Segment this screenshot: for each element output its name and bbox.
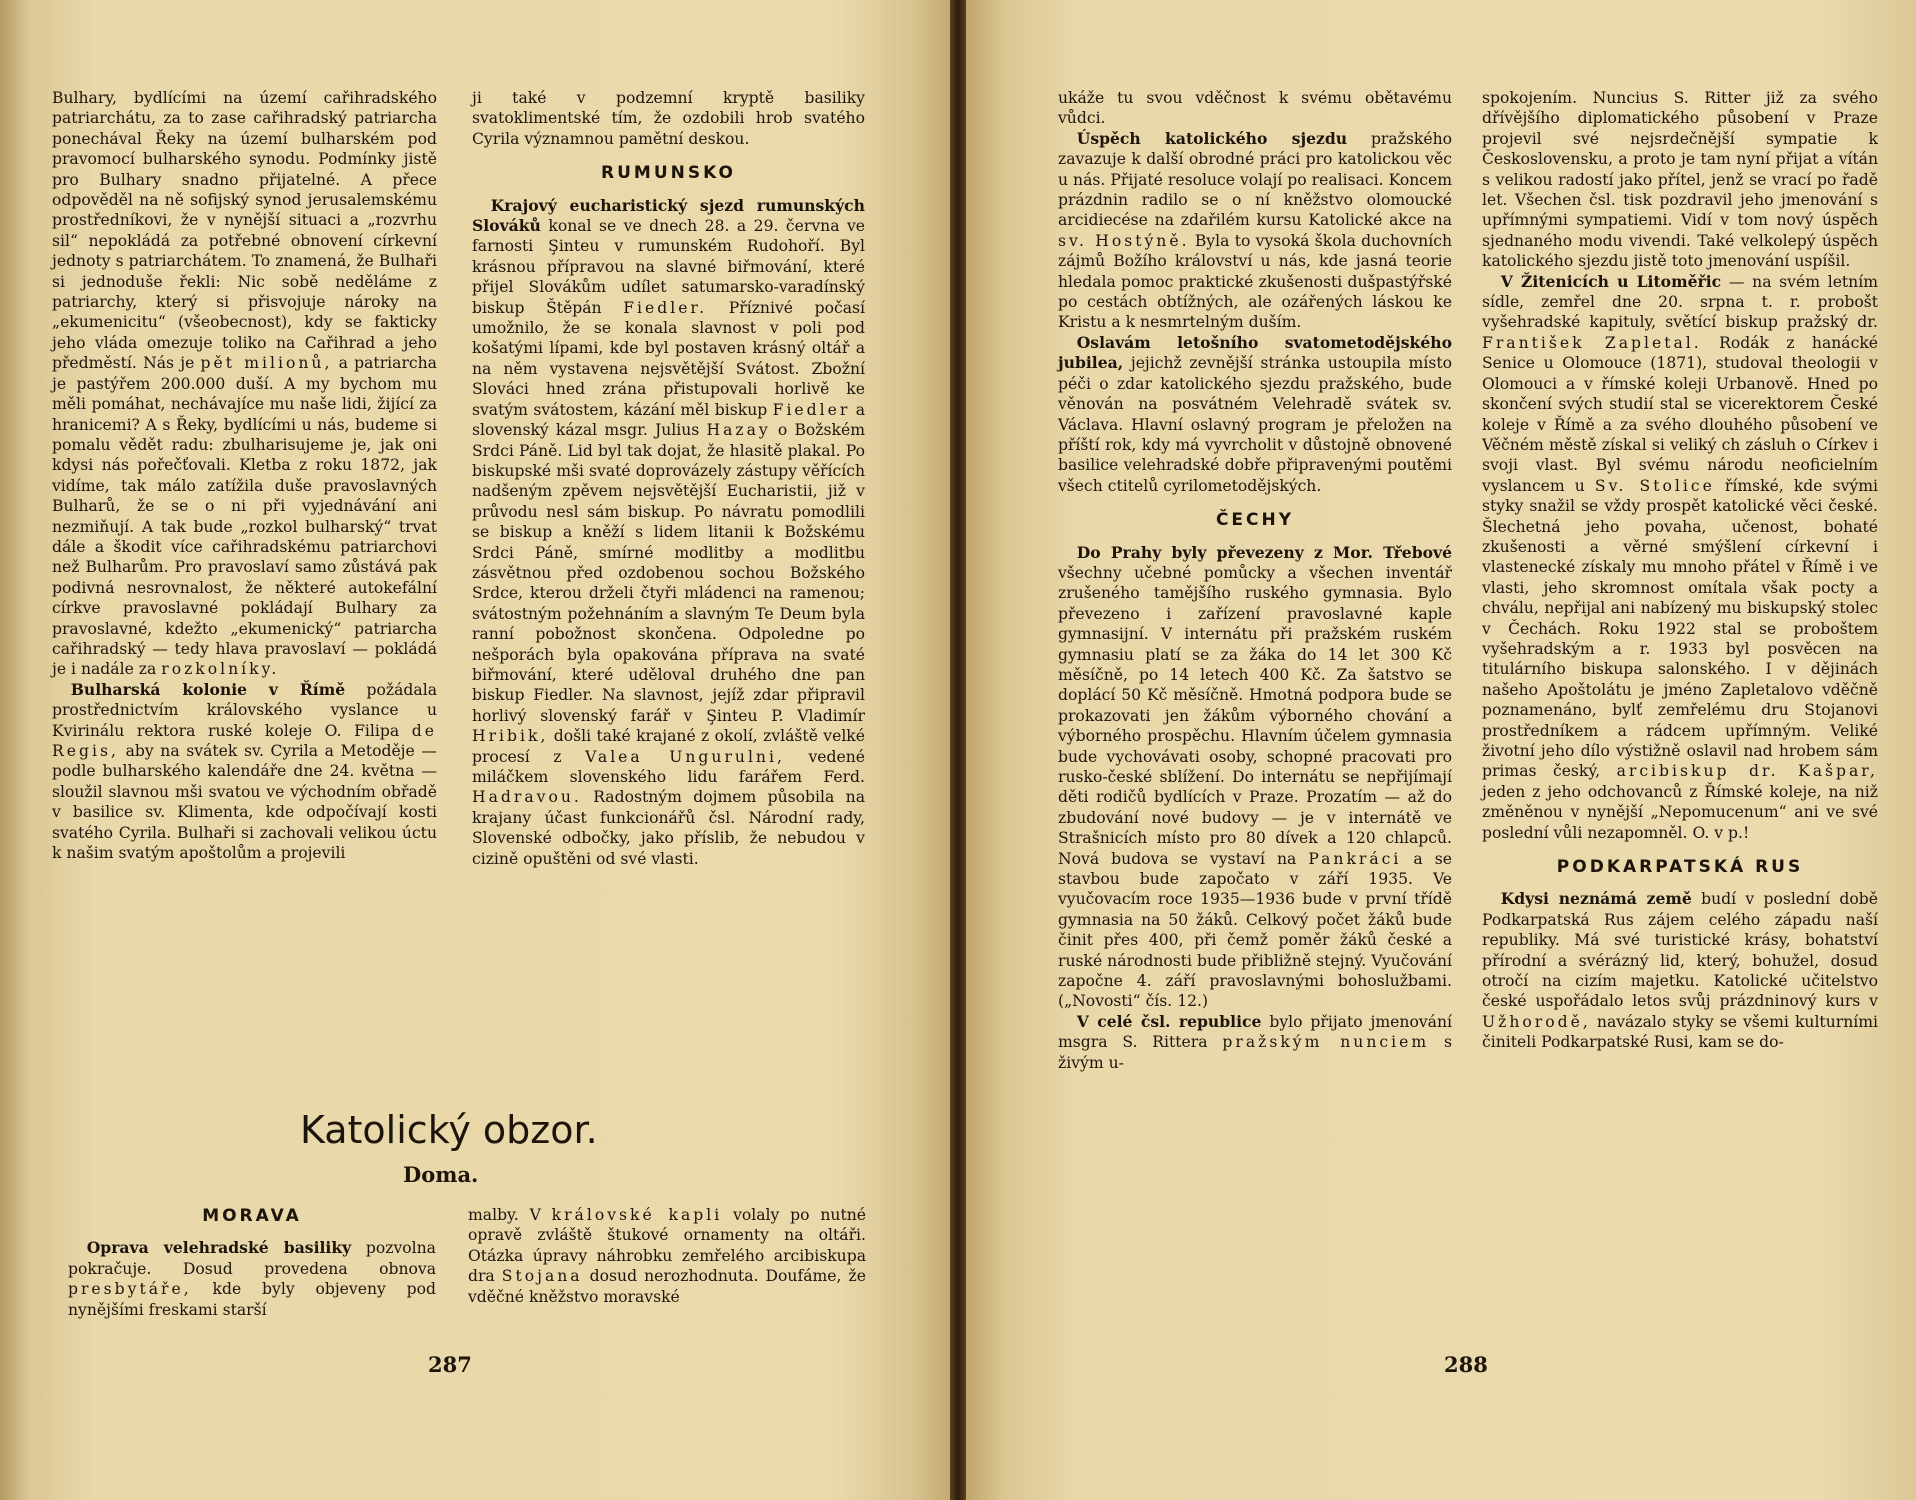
text-run: pražského zavazuje k další obrodné práci pro katolickou věc u nás. Přijaté resoluce volají po realisaci. Koncem prázdnin radilo se o ní kněžstvo olomoucké arcidiecése na zdařilém kursu Katolické akce na [1058, 129, 1452, 230]
page-number: 287 [428, 1352, 472, 1377]
paragraph-zapletal-obituary [1482, 272, 1878, 843]
left-column-2 [472, 88, 865, 869]
spaced-text: Stojana [501, 1267, 583, 1286]
text-run: Rodák z hanácké Senice u Olomouce (1871), studoval theologii v Olomouci a v římské koleji Urbanově. Hned po skončení svých studií stal se vicerektorem České koleje v Římě a za svého dlouhého působení ve Věčném městě získal si veliký ch zásluh o Církev i svoji vlast. Byl svému národu neoficielním vyslancem u [1482, 333, 1878, 495]
text-run: Radostným dojmem působila na krajany účast funkcionářů čsl. Národní rady, Slovenské odbočky, jako příslib, že nebudou v cizině opuštěni od své vlasti. [472, 788, 865, 868]
text-run: všechny učebné pomůcky a všechen inventář zrušeného tamějšího ruského gymnasia. Bylo převezeno i zařízení pravoslavné kaple gymnasijní. V internátu při pražském ruském gymnasiu platí se za žáka do 14 let 300 Kč měsíčně, po 14 letech 400 Kč. Za šatstvo se doplácí 50 Kč měsíčně. Hmotná podpora bude se prokazovati jen žákům výborného chování a výborného prospěchu. Hlavním účelem gymnasia bude vychovávati osoby, schopné pracovati pro rusko-české sblížení. Do internátu se nepřijímají děti rodičů bydlících v Praze. Prozatím — až do zbudování nové budovy — je v internátě ve Strašnicích místo pro 80 dívek a 120 chlapců. Nová budova se vystaví na [1058, 563, 1452, 868]
left-page [0, 0, 950, 1500]
spaced-text: arcibiskup dr. Kašpar, [1616, 762, 1879, 781]
text-run: Byla to vysoká škola duchovních zájmů Božího království u nás, kde jasná teorie hledala pomoc praktické zkušenosti dušpastýřské po cestách obtížných, ale ozářených láskou ke Kristu a k nesmrtelným duším. [1058, 231, 1452, 332]
paragraph-russian-gymnasium [1058, 543, 1452, 1012]
bold-lead: Úspěch katolického sjezdu [1076, 128, 1348, 148]
right-page [966, 0, 1916, 1500]
spaced-text: rozkolníky. [161, 660, 280, 679]
text-run: konal se ve dnech 28. a 29. června ve farnosti Şinteu v rumunském Rudohoří. Byl krásnou přípravou na slavné biřmování, které přijel Slovákům udílet satumarsko-varadínský biskup Štěpán [472, 217, 865, 317]
right-column-1 [1058, 88, 1452, 1073]
text-run: jejichž zevnější stránka ustoupila místo péči o zdar katolického sjezdu pražského, bude věnován na posvátném Velehradě svátek sv. Václava. Hlavní oslavný program je přeložen na příští rok, kdy má vyvrcholit v důstojně obnovené basilice velehradské dobře připravenými poutěmi všech ctitelů cyrilometodějských. [1058, 354, 1452, 495]
text-run: — na svém letním sídle, zemřel dne 20. srpna t. r. probošt vyšehradské kapituly, světící biskup pražský dr. [1482, 272, 1878, 332]
paragraph-velehrad-basilica [68, 1238, 436, 1320]
text-run: kde byly objeveny pod nynějšími freskami starší [68, 1280, 436, 1319]
text-run: a se stavbou bude započato v září 1935. Ve vyučovacím roce 1935—1936 bude v první třídě gymnasia na 50 žáků. Celkový počet žáků bude činit přes 400, při čemž poměr žáků české a ruské národnosti bude přibližně stejný. Vyučování započne 4. září pravoslavnými bohoslužbami. („Novosti“ čís. 12.) [1058, 849, 1452, 1011]
page-number: 288 [1444, 1352, 1488, 1377]
text-run: s živým u- [1058, 1033, 1452, 1072]
spaced-text: Fiedler. [623, 298, 708, 317]
subsection-title-doma: Doma. [403, 1162, 479, 1187]
paragraph-crypt [472, 88, 865, 149]
section-heading-rumunsko: RUMUNSKO [601, 163, 736, 184]
text-run: budí v poslední době Podkarpatská Rus zájem celého západu naší republiky. Má své turistické krásy, bohatství přírodní a svérázný lid, který, bohužel, dosud otročí na cizím majetku. Katolické učitelstvo české uspořádalo letos svůj prázdninový kurs v [1482, 890, 1878, 1011]
text-run: aby na svátek sv. Cyrila a Metoděje — podle bulharského kalendáře dne 24. května — sloužil slavnou mši svatou ve východním obřadě v basilice sv. Klimenta, kde odpočívají kosti svatého Cyrila. Bulhaři si zachovali velikou úctu k našim svatým apoštolům a projevili [52, 742, 437, 863]
bold-lead: Krajový eucharistický sjezd rumunských Slováků [472, 195, 865, 236]
text-run: a patriarcha je pastýřem 200.000 duší. A my bychom mu měli pomáhat, nechávajíce mu naše lidi, žijící za hranicemi? A s Řeky, bydlícími u nás, budeme si pomalu vědět radu: zbulharisujeme je, jak oni kdysi nás pořečťovali. Kletba z roku 1872, jak vidíme, tak málo zatížila duše pravoslavných Bulharů, že se o ni při vyjednávání ani nezmiňují. A tak bude „rozkol bulharský“ trvat dále a škodit více cařihradskému patriarchovi než Bulharům. Pro pravoslaví samo zůstává pak podivná nesrovnalost, že některé autokefální církve pravoslavné pokládají Bulhary za pravoslavné, kdežto „ekumenický“ patriarcha cařihradský — tedy hlava pravoslaví — pokládá je i nadále za [52, 354, 437, 679]
bold-lead: Kdysi neznámá země [1500, 889, 1692, 909]
text-run: ji také v podzemní kryptě basiliky svatoklimentské tím, že ozdobili hrob svatého Cyrila významnou pamětní deskou. [472, 89, 865, 148]
spaced-text: Valea Ungurulni, [585, 747, 785, 766]
bold-lead: V celé čsl. republice [1076, 1011, 1262, 1031]
text-run: o Božském Srdci Páně. Lid byl tak dojat, že hlasitě plakal. Po biskupské mši svaté doprovázely zástupy věřících nadšeným zpěvem nejsvětější Eucharistii, již v průvodu nesl sám biskup. Po návratu pomodlili se biskup a kněží s lidem litanii k Božskému Srdci Páně, smírné modlitby a modlitbu zásvětnou před ozdobenou sochou Božského Srdce, kterou drželi čtyři mládenci na ramenou; svátostným požehnáním a slavným Te Deum byla ranní pobožnost skončena. Odpoledne po nešporách byla opakována příprava na svaté biřmování, které uděloval druhého dne pan biskup Fiedler. Na slavnost, jejíž zdar připravil horlivý slovenský farář v Şinteu P. Vladimír [472, 421, 865, 725]
left-column-4 [468, 1205, 866, 1307]
bold-lead: Oprava velehradské basiliky [86, 1238, 352, 1258]
bold-lead: V Žitenicích u Litoměřic [1500, 271, 1722, 291]
section-heading-cechy: ČECHY [1215, 510, 1295, 531]
spaced-text: pražským nunciem [1222, 1033, 1430, 1052]
text-run: Bulhary, bydlícími na území cařihradského patriarchátu, za to zase cařihradský patriarcha ponechával Řeky na území bulharském pod pravomocí bulharského synodu. Podmínky jistě pro Bulhary snadno přijatelné. A přece odpověděl na ně sofijský synod jerusalemskému prostředníkovi, že v nynější situaci a „rozvrhu sil“ nepokládá za potřebné obnovení církevní jednoty s patriarchátem. To znamená, že Bulhaři si jednoduše řekli: Nic sobě neděláme z patriarchy, který si přisvojuje nároky na „ekumenicitu“ (všeobecnost), kdy se fakticky jeho vláda omezuje toliko na Cařihrad a jeho předměstí. Nás je [52, 89, 437, 373]
left-column-3 [68, 1192, 436, 1320]
spaced-text: Hadravou. [472, 788, 582, 807]
bold-lead: Bulharská kolonie v Římě [70, 679, 346, 699]
book-gutter [950, 0, 966, 1500]
text-run: a slovenský kázal msgr. Julius [472, 400, 865, 440]
paragraph-royal-chapel [468, 1205, 866, 1307]
right-column-2 [1482, 88, 1878, 1053]
paragraph-bulgarian-colony [52, 680, 437, 864]
text-run: spokojením. Nuncius S. Ritter již za svého dřívějšího diplomatického působení v Praze projevil své nejsrdečnější sympatie k Československu, a proto je tam nyní přijat a vítán s velikou radostí jako přítel, jenž se vrací po řadě let. Všechen čsl. tisk pozdravil jeho jmenování s upřímnými sympatiemi. Vidí v tom nový úspěch sjednaného modu vivendi. Také velkolepý úspěch katolického sjezdu jistě toto jmenování uspíšil. [1482, 89, 1878, 271]
spaced-text: Sv. Stolice [1594, 476, 1715, 495]
paragraph-methodius-jubilee [1058, 333, 1452, 496]
paragraph-bulgarian-patriarchate [52, 88, 437, 680]
spaced-text: Užhorodě, [1482, 1012, 1591, 1031]
text-run: požádala prostřednictvím královského vyslance u Kvirinálu rektora ruské koleje O. Filipa [52, 680, 437, 740]
spaced-text: de Regis, [52, 721, 437, 760]
paragraph-nuncio-continued [1482, 88, 1878, 272]
spaced-text: Pankráci [1308, 849, 1402, 868]
text-run: ukáže tu svou vděčnost k svému obětavému vůdci. [1058, 89, 1452, 128]
paragraph-podkarpatska [1482, 889, 1878, 1052]
text-run: Příznivé počasí umožnilo, že se konala slavnost v poli pod košatými lípami, kde byl postaven krásný oltář a na něm vystavena nejsvětější Svátost. Zbožní Slováci hned zrána přistupovali horlivě ke svatým svátostem, kázání měl biskup [472, 298, 865, 419]
spaced-text: František Zapletal. [1482, 333, 1702, 352]
text-run: vedené miláčkem slovenského lidu farářem Ferd. [472, 747, 865, 786]
text-run: došli také krajané z okolí, zvláště velké procesí z [472, 727, 865, 766]
paragraph-gratitude [1058, 88, 1452, 129]
spaced-text: pět milionů, [200, 354, 333, 373]
left-column-1 [52, 88, 437, 863]
paragraph-catholic-congress [1058, 129, 1452, 333]
paragraph-nuncio [1058, 1012, 1452, 1073]
spaced-text: presbytáře, [68, 1280, 192, 1299]
section-heading-morava: MORAVA [202, 1206, 302, 1226]
text-run: římské, kde svými styky snažil se vždy prospět katolické věci české. Šlechetná jeho povaha, učenost, bohaté zkušenosti a věrné smýšlení církevní i vlastenecké získaly mu mnoho přátel v Římě i ve vlasti, jeho skromnost omítala však pocty a chválu, nepřijal ani nabízený mu biskupský stolec v Čechách. Roku 1922 stal se proboštem vyšehradským a r. 1933 byl posvěcen na titulárního biskupa salonského. I v dějinách našeho Apoštolátu je jméno Zapletalovo vděčně poznamenáno, bylť zemřelému dru Stojanovi prostředníkem a rádcem upřímným. Veliké životní jeho dílo výstižně oslavil nad hrobem sám primas český, [1482, 476, 1878, 781]
spaced-text: Hazay [706, 421, 771, 440]
spaced-text: královské kapli [551, 1206, 723, 1224]
text-run: malby. V [468, 1206, 541, 1224]
text-run: navázalo styky se všemi kulturními činiteli Podkarpatské Rusi, kam se do- [1482, 1012, 1878, 1052]
text-run: volaly po nutné opravě zvláště štukové ornamenty na oltáři. Otázka úpravy náhrobku zemřelého arcibiskupa dra [468, 1206, 866, 1286]
text-run: bylo přijato jmenování msgra S. Rittera [1058, 1012, 1452, 1052]
text-run: jeden z jeho odchovanců z Římské koleje, na niž změněnou v nynější „Nepomucenum“ ani ve své poslední vůli nezapomněl. O. v p.! [1482, 782, 1878, 842]
bold-lead: Do Prahy byly převezeny z Mor. Třebové [1076, 542, 1452, 562]
paragraph-eucharistic-congress [472, 196, 865, 869]
text-run: pozvolna pokračuje. Dosud provedena obnova [68, 1239, 436, 1278]
spaced-text: Fiedler [772, 400, 851, 419]
section-title-katolicky-obzor: Katolický obzor. [300, 1108, 598, 1152]
text-run: dosud nerozhodnuta. Doufáme, že vděčné kněžstvo moravské [468, 1267, 866, 1306]
spaced-text: Hribik, [472, 727, 549, 746]
section-heading-podkarpatska-rus: PODKARPATSKÁ RUS [1556, 857, 1804, 878]
spaced-text: sv. Hostýně. [1058, 231, 1190, 250]
bold-lead: Oslavám letošního svatometodějského jubilea, [1058, 332, 1452, 373]
